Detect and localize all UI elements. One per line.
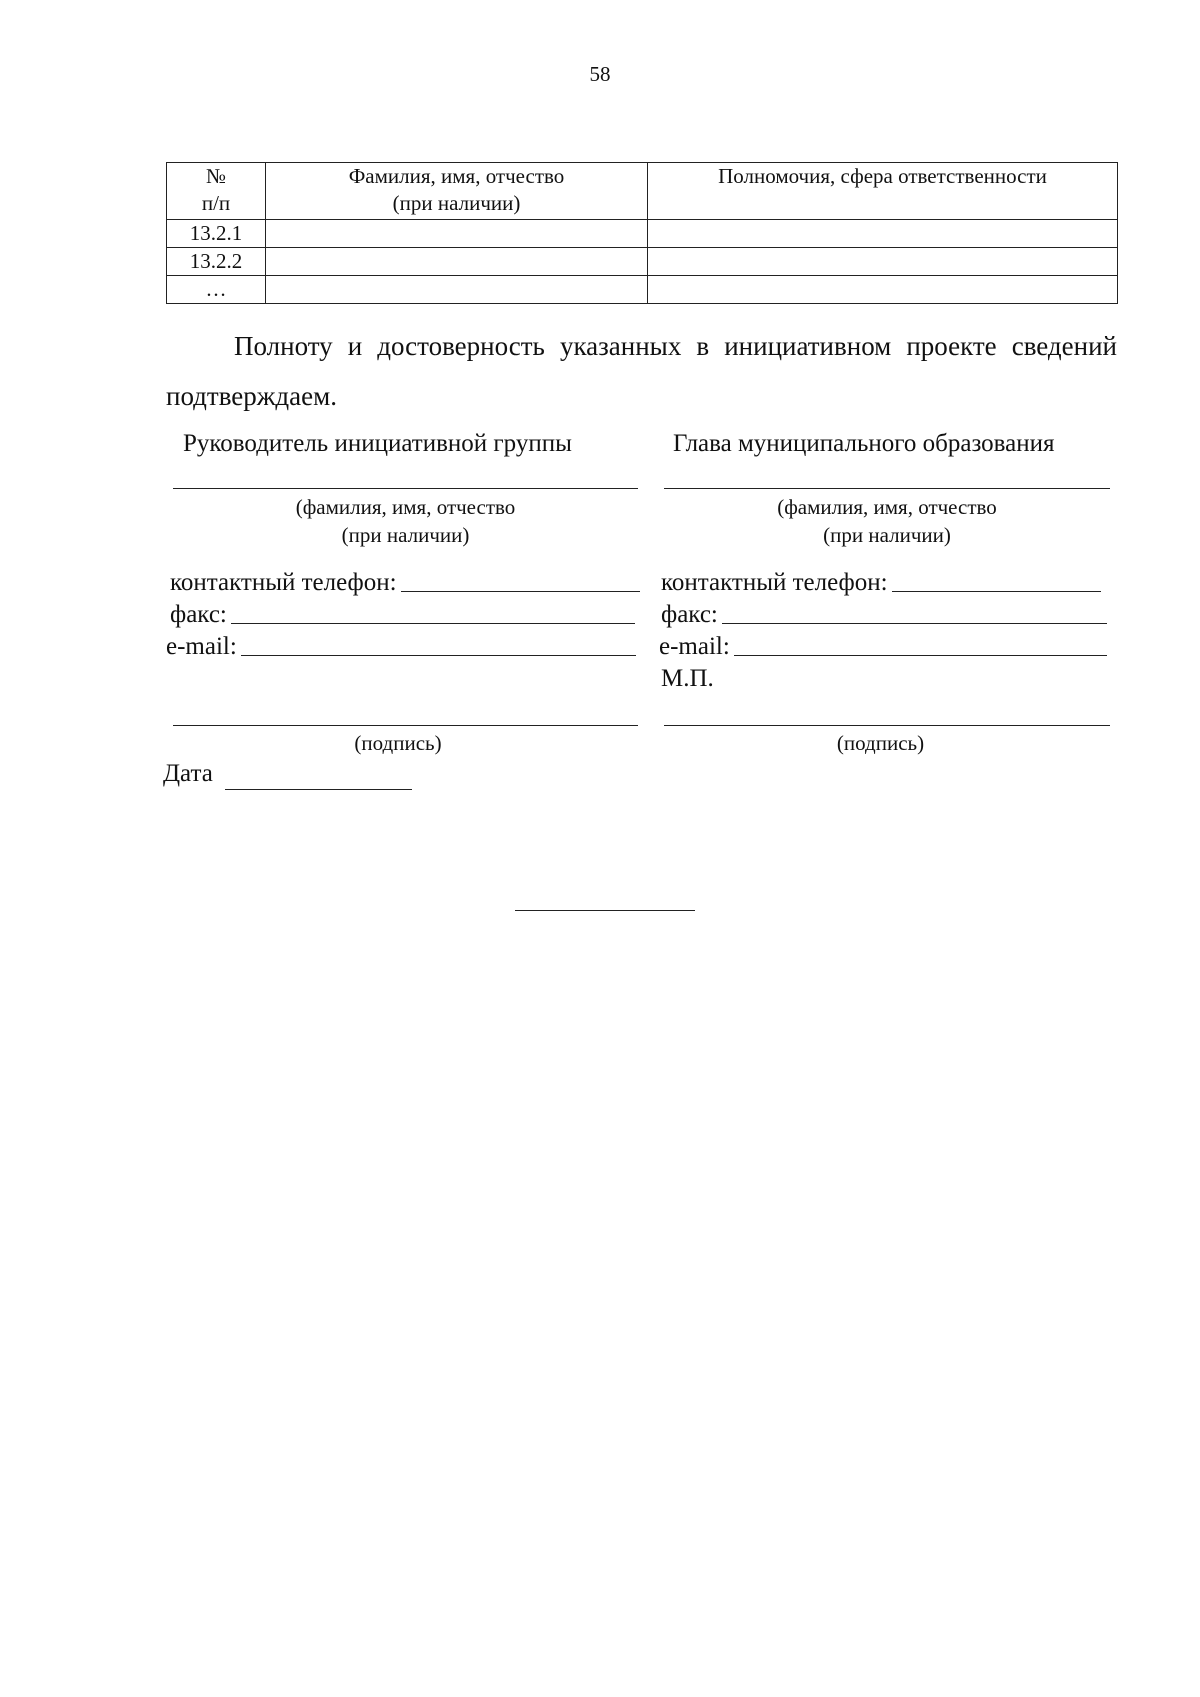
name-hint-line: (при наличии) <box>823 523 951 547</box>
head-email-field[interactable] <box>659 630 1107 662</box>
table-header-row <box>167 163 1118 220</box>
page-number: 58 <box>589 62 611 86</box>
head-name-line[interactable] <box>664 488 1110 489</box>
date-label: Дата <box>163 760 213 787</box>
fax-blank[interactable] <box>722 623 1107 624</box>
municipality-head-title: Глава муниципального образования <box>673 430 1055 457</box>
table-cell-responsibilities <box>648 220 1118 248</box>
phone-label: контактный телефон: <box>661 569 888 596</box>
leader-fax-field[interactable] <box>170 598 635 630</box>
name-hint-line: (фамилия, имя, отчество <box>295 495 516 519</box>
table-row <box>167 276 1118 304</box>
column-header-line: Фамилия, имя, отчество <box>348 164 565 188</box>
table-row <box>167 220 1118 248</box>
leader-signature-hint: (подпись) <box>354 731 442 755</box>
column-header-full-name <box>266 163 648 220</box>
leader-name-hint <box>173 493 638 549</box>
column-header-responsibilities <box>648 163 1118 220</box>
head-signature-hint: (подпись) <box>836 731 925 755</box>
email-blank[interactable] <box>241 655 636 656</box>
table-cell-number: 13.2.2 <box>167 248 266 276</box>
head-fax-field[interactable] <box>661 598 1107 630</box>
fax-blank[interactable] <box>231 623 635 624</box>
table-cell-full-name <box>266 220 648 248</box>
confirmation-text-line2: подтверждаем. <box>166 381 337 411</box>
table-cell-number: 13.2.1 <box>167 220 266 248</box>
head-signature-line[interactable] <box>664 725 1110 726</box>
name-hint-line: (фамилия, имя, отчество <box>777 495 997 519</box>
column-header-line: № <box>205 164 227 188</box>
head-phone-field[interactable] <box>661 566 1101 598</box>
table-row <box>167 248 1118 276</box>
column-header-line: п/п <box>201 191 231 215</box>
fax-label: факс: <box>170 601 227 628</box>
leader-phone-field[interactable] <box>170 566 640 598</box>
confirmation-text-line1: Полноту и достоверность указанных в инициативном проекте сведений <box>234 331 1117 361</box>
members-table <box>166 162 1118 304</box>
closing-separator-line <box>515 910 695 911</box>
table-cell-responsibilities <box>648 248 1118 276</box>
phone-blank[interactable] <box>892 591 1101 592</box>
column-header-line: Полномочия, сфера ответственности <box>718 164 1047 188</box>
table-cell-responsibilities <box>648 276 1118 304</box>
leader-signature-line[interactable] <box>173 725 638 726</box>
leader-email-field[interactable] <box>166 630 636 662</box>
email-blank[interactable] <box>734 655 1107 656</box>
name-hint-line: (при наличии) <box>341 523 470 547</box>
email-label: e-mail: <box>166 633 237 660</box>
email-label: e-mail: <box>659 633 730 660</box>
table-cell-number: … <box>167 276 266 304</box>
column-header-line: (при наличии) <box>392 191 521 215</box>
leader-name-line[interactable] <box>173 488 638 489</box>
table-cell-full-name <box>266 276 648 304</box>
date-blank[interactable] <box>225 789 412 790</box>
phone-blank[interactable] <box>401 591 640 592</box>
head-name-hint <box>664 493 1110 549</box>
stamp-label: М.П. <box>661 665 714 692</box>
column-header-number <box>167 163 266 220</box>
initiative-group-leader-title: Руководитель инициативной группы <box>183 430 572 457</box>
fax-label: факс: <box>661 601 718 628</box>
table-cell-full-name <box>266 248 648 276</box>
phone-label: контактный телефон: <box>170 569 397 596</box>
